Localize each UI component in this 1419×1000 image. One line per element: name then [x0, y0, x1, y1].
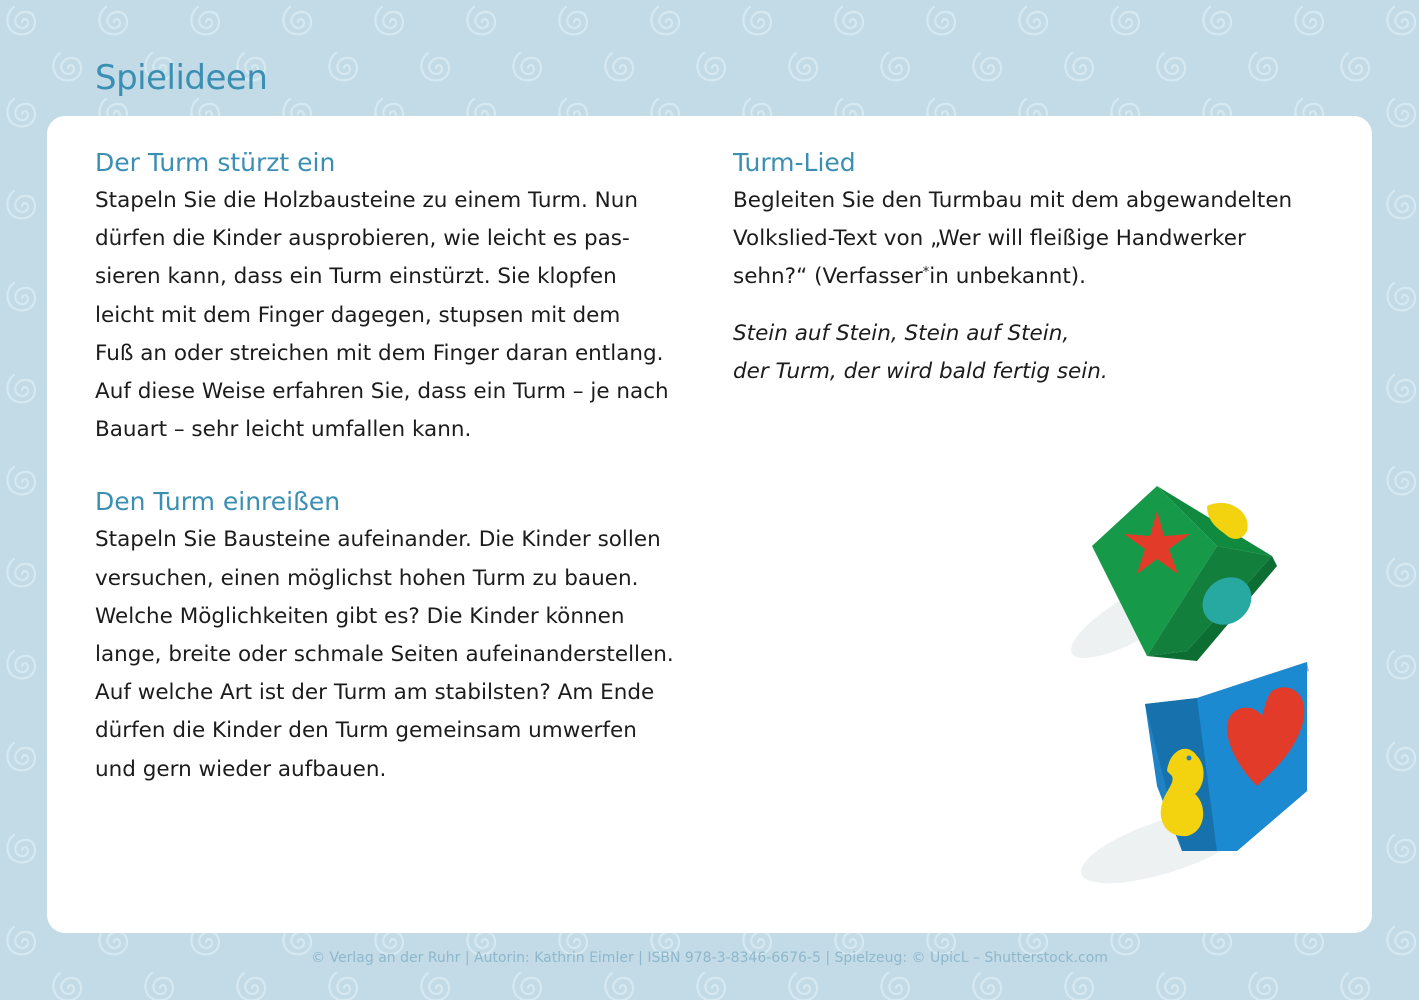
blue-block-icon	[1145, 662, 1309, 851]
page-title: Spielideen	[95, 58, 268, 98]
content-card	[47, 116, 1372, 933]
section-tower-song	[733, 144, 1333, 391]
right-column	[733, 144, 1333, 391]
section-body: Stapeln Sie Bausteine aufeinander. Die Kinder sollen versuchen, einen möglichst hohen Turm zu bauen. Welche Möglichkeiten gibt es? Die Kinder können lange, breite oder schmale Seiten aufeinanderstellen. Auf welche Art ist der Turm am stabilsten? Am Ende dürfen die Kinder den Turm gemeinsam umwerfen und gern wieder aufbauen.	[95, 527, 674, 782]
section-tower-falls	[95, 144, 695, 449]
section-heading: Turm-Lied	[733, 148, 856, 177]
section-body: Stapeln Sie die Holzbausteine zu einem Turm. Nun dürfen die Kinder ausprobieren, wie leicht es pas- sieren kann, dass ein Turm einstürzt. Sie klopfen leicht mit dem Finger dagegen, stupsen mit dem Fuß an oder streichen mit dem Finger daran entlang. Auf diese Weise erfahren Sie, dass ein Turm – je nach Bauart – sehr leicht umfallen kann.	[95, 188, 669, 443]
left-column	[95, 144, 695, 789]
section-heading: Den Turm einreißen	[95, 487, 341, 517]
asterisk-mark: *	[922, 265, 930, 281]
section-body: Begleiten Sie den Turmbau mit dem abgewandelten Volkslied-Text von „Wer will fleißige Handwerker sehn?“ (Verfasser*in unbekannt).	[733, 188, 1293, 290]
footer-credits: © Verlag an der Ruhr | Autorin: Kathrin Eimler | ISBN 978-3-8346-6676-5 | Spielzeug: © UpicL – Shutterstock.com	[311, 950, 1108, 966]
toy-dice-icon	[1057, 486, 1347, 906]
section-tear-down-tower	[95, 483, 695, 788]
song-verse: Stein auf Stein, Stein auf Stein, der Turm, der wird bald fertig sein.	[733, 320, 1108, 384]
section-heading: Der Turm stürzt ein	[95, 148, 336, 177]
